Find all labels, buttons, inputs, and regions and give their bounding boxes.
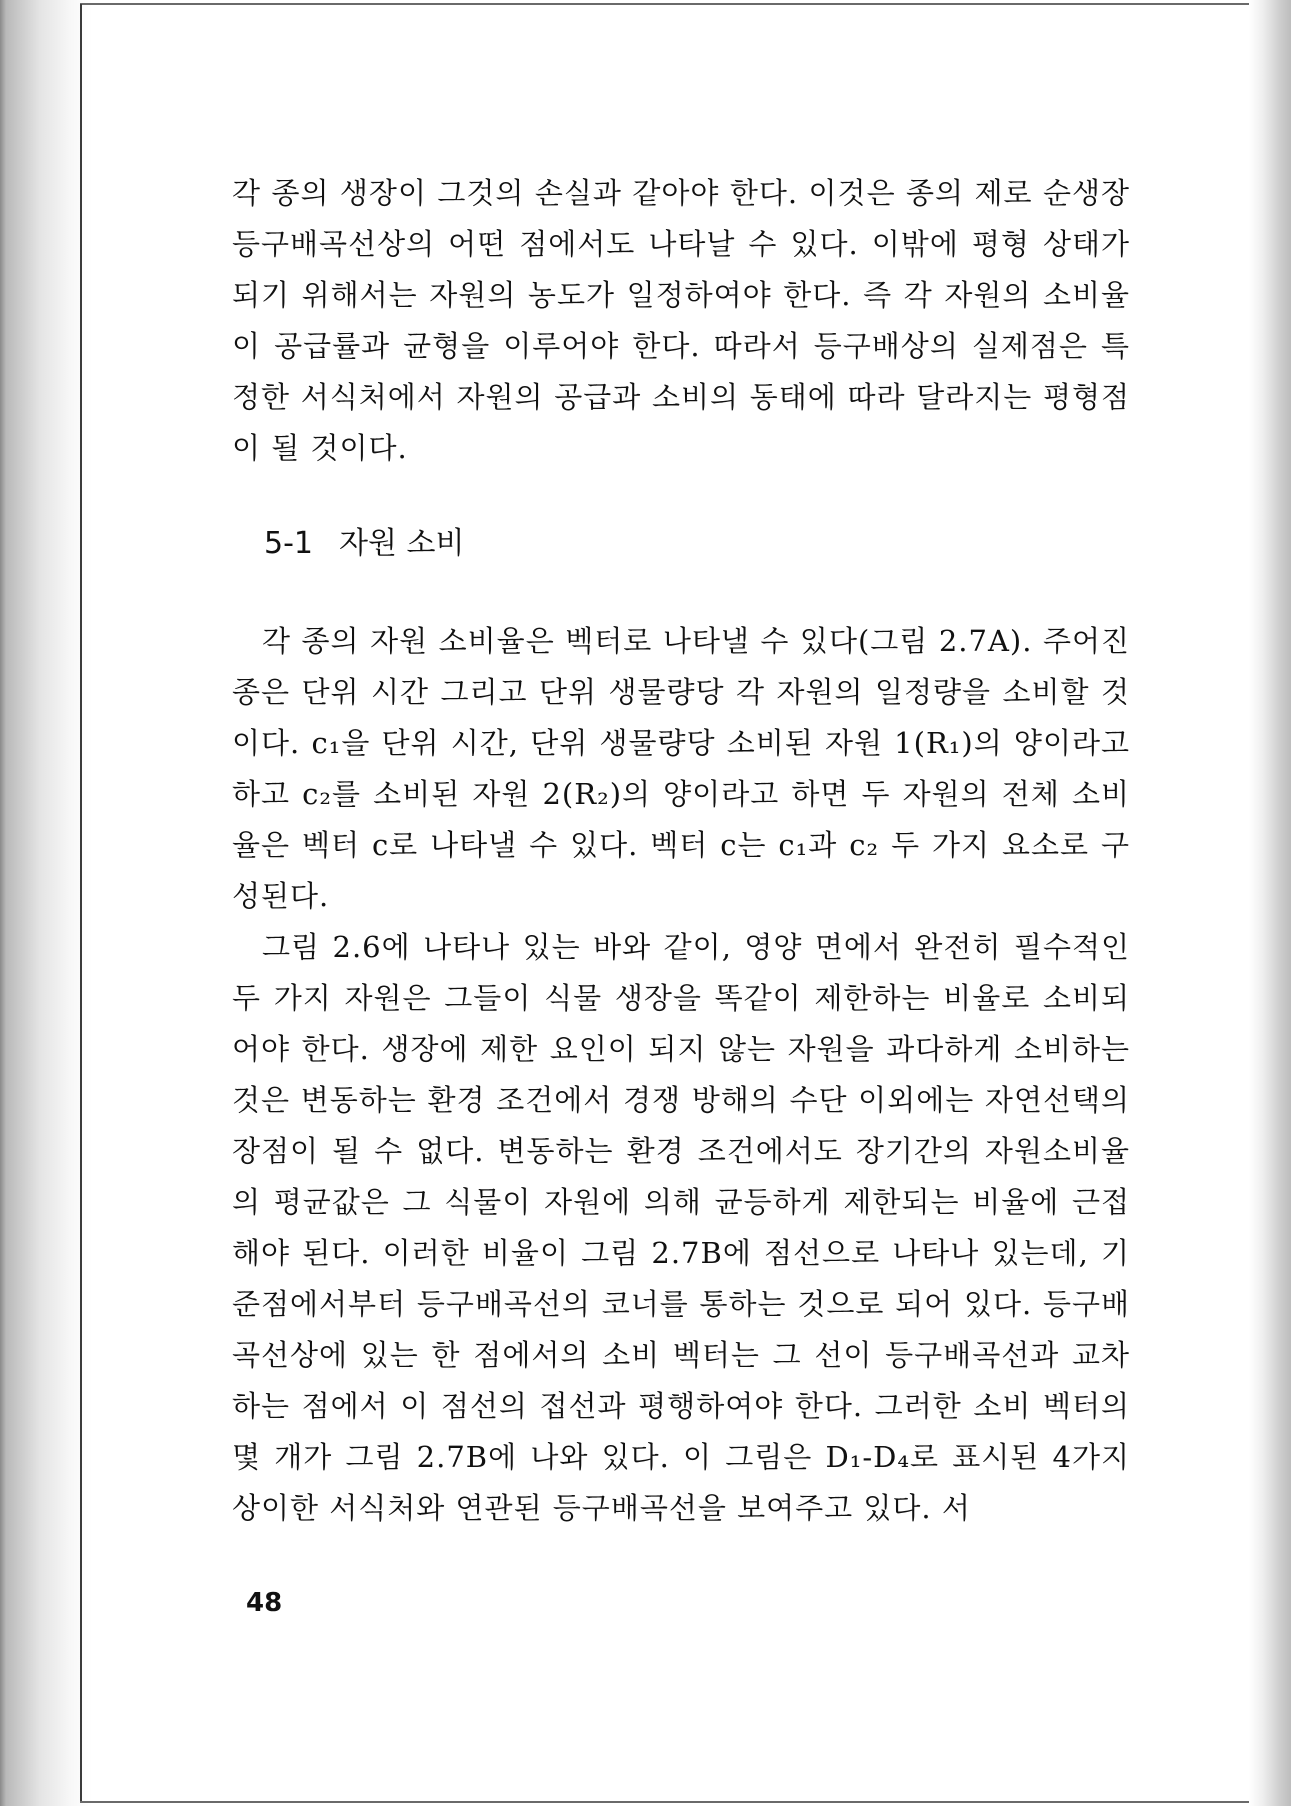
- spacer: [232, 564, 1130, 616]
- page-edge-left: [80, 4, 82, 1802]
- page-binding-shadow: [0, 0, 92, 1806]
- page-edge-top: [80, 3, 1260, 5]
- page-right-shadow: [1249, 0, 1291, 1806]
- paragraph-consumption-vector: 각 종의 자원 소비율은 벡터로 나타낼 수 있다(그림 2.7A). 주어진 종은 단위 시간 그리고 단위 생물량당 각 자원의 일정량을 소비할 것이다. c₁을 단위 시간, 단위 생물량당 소비된 자원 1(R₁)의 양이라고 하고 c₂를 소비된 자원 2(R₂)의 양이라고 하면 두 자원의 전체 소비율은 벡터 c로 나타낼 수 있다. 벡터 c는 c₁과 c₂ 두 가지 요소로 구성된다.: [232, 624, 1130, 913]
- section-title: 자원 소비: [339, 526, 465, 561]
- spacer: [232, 474, 1130, 524]
- page-edge-bottom: [80, 1801, 1280, 1803]
- paragraph-intro: 각 종의 생장이 그것의 손실과 같아야 한다. 이것은 종의 제로 순생장 등구배곡선상의 어떤 점에서도 나타날 수 있다. 이밖에 평형 상태가 되기 위해서는 자원의 농도가 일정하여야 한다. 즉 각 자원의 소비율이 공급률과 균형을 이루어야 한다. 따라서 등구배상의 실제점은 특정한 서식처에서 자원의 공급과 소비의 동태에 따라 달라지는 평형점이 될 것이다.: [232, 176, 1130, 465]
- section-number: 5-1: [264, 526, 313, 561]
- page-body: [232, 168, 1130, 1534]
- paragraph-essential-resources: 그림 2.6에 나타나 있는 바와 같이, 영양 면에서 완전히 필수적인 두 가지 자원은 그들이 식물 생장을 똑같이 제한하는 비율로 소비되어야 한다. 생장에 제한 요인이 되지 않는 자원을 과다하게 소비하는 것은 변동하는 환경 조건에서 경쟁 방해의 수단 이외에는 자연선택의 장점이 될 수 없다. 변동하는 환경 조건에서도 장기간의 자원소비율의 평균값은 그 식물이 자원에 의해 균등하게 제한되는 비율에 근접해야 된다. 이러한 비율이 그림 2.7B에 점선으로 나타나 있는데, 기준점에서부터 등구배곡선의 코너를 통하는 것으로 되어 있다. 등구배곡선상에 있는 한 점에서의 소비 벡터는 그 선이 등구배곡선과 교차하는 점에서 이 점선의 접선과 평행하여야 한다. 그러한 소비 벡터의 몇 개가 그림 2.7B에 나와 있다. 이 그림은 D₁-D₄로 표시된 4가지 상이한 서식처와 연관된 등구배곡선을 보여주고 있다. 서: [232, 930, 1130, 1525]
- page-number: 48: [246, 1588, 283, 1618]
- section-heading: [232, 524, 1130, 564]
